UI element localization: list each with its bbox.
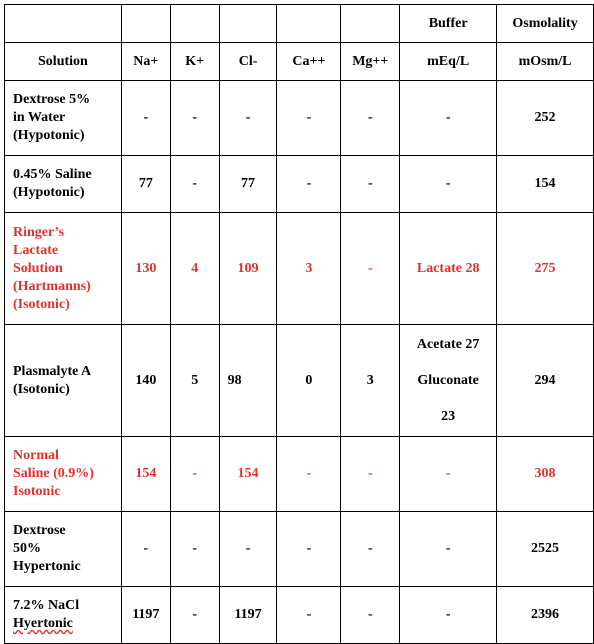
ca-cell: - [277,512,341,587]
osmolality-cell: 154 [497,156,594,213]
header-solution: Solution [5,43,122,81]
buffer-cell [400,213,497,325]
na-cell: 77 [121,156,170,213]
buffer-line: - [445,110,451,125]
solution-line: Dextrose [13,523,66,538]
ca-cell: - [277,156,341,213]
osmolality-cell: 294 [497,325,594,437]
osmolality-cell: 275 [497,213,594,325]
solution-line: Plasmalyte A [13,363,92,379]
header-na: Na+ [121,43,170,81]
k-cell: - [170,156,219,213]
mg-cell: - [341,213,400,325]
buffer-cell [400,587,497,644]
buffer-line: - [445,607,451,622]
ca-cell: - [277,437,341,512]
mg-cell: - [341,81,400,156]
header-osmolality-unit: mOsm/L [497,43,594,81]
solution-line: Lactate [13,242,59,258]
buffer-line: - [445,176,451,191]
header-cl: Cl- [219,43,277,81]
k-cell: - [170,81,219,156]
buffer-line: - [445,466,451,481]
k-cell: - [170,587,219,644]
solution-line: Normal [13,448,59,463]
buffer-cell [400,81,497,156]
solution-cell [5,213,122,325]
header-blank-solution [5,5,122,43]
solution-cell [5,325,122,437]
header-blank-k [170,5,219,43]
na-cell: 140 [121,325,170,437]
solution-line: (Hypotonic) [13,185,85,200]
header-blank-mg [341,5,400,43]
mg-cell: - [341,587,400,644]
table-row [5,587,594,644]
solution-line: (Hypotonic) [13,128,85,143]
ca-cell: - [277,587,341,644]
mg-cell: - [341,512,400,587]
solution-line: Ringer’s [13,224,65,240]
solution-line: Isotonic [13,484,61,499]
solution-line: (Hartmanns) [13,278,91,294]
k-cell: 5 [170,325,219,437]
solution-line: Hypertonic [13,559,81,574]
cl-cell: 98 [219,325,277,437]
solution-line: (Isotonic) [13,296,70,312]
cl-cell: - [219,512,277,587]
osmolality-cell: 308 [497,437,594,512]
mg-cell: - [341,437,400,512]
header-k: K+ [170,43,219,81]
osmolality-cell: 2396 [497,587,594,644]
header-blank-na [121,5,170,43]
header-blank-ca [277,5,341,43]
cl-cell: 154 [219,437,277,512]
solution-line: Solution [13,260,63,276]
table-row [5,512,594,587]
table-row [5,325,594,437]
table-row [5,156,594,213]
ca-cell: 0 [277,325,341,437]
solution-line: (Isotonic) [13,381,70,397]
buffer-cell [400,156,497,213]
header-buffer: Buffer [400,5,497,43]
table-row [5,437,594,512]
header-ca: Ca++ [277,43,341,81]
header-row-1 [5,5,594,43]
fluid-composition-table [4,4,594,644]
k-cell: - [170,437,219,512]
solution-cell [5,156,122,213]
mg-cell: 3 [341,325,400,437]
header-mg: Mg++ [341,43,400,81]
osmolality-cell: 2525 [497,512,594,587]
k-cell: 4 [170,213,219,325]
solution-cell [5,587,122,644]
solution-line: Dextrose 5% [13,92,91,107]
solution-cell [5,437,122,512]
k-cell: - [170,512,219,587]
mg-cell: - [341,156,400,213]
buffer-cell [400,325,497,437]
cl-cell: 109 [219,213,277,325]
cl-cell: - [219,81,277,156]
header-osmolality: Osmolality [497,5,594,43]
solution-cell [5,512,122,587]
table-row [5,213,594,325]
cl-cell: 77 [219,156,277,213]
header-buffer-unit: mEq/L [400,43,497,81]
buffer-line: Lactate 28 [416,260,480,276]
ca-cell: - [277,81,341,156]
solution-line: Hyertonic [13,616,73,631]
solution-line: in Water [13,110,66,125]
solution-line: 50% [13,541,41,556]
buffer-line: - [445,541,451,556]
header-blank-cl [219,5,277,43]
buffer-line: 23 [441,408,456,424]
buffer-cell [400,512,497,587]
na-cell: 154 [121,437,170,512]
table-row [5,81,594,156]
na-cell: 1197 [121,587,170,644]
buffer-line: Acetate 27 [416,336,480,352]
solution-line: Saline (0.9%) [13,466,94,481]
solution-line: 7.2% NaCl [13,598,80,613]
ca-cell: 3 [277,213,341,325]
na-cell: 130 [121,213,170,325]
cl-cell: 1197 [219,587,277,644]
na-cell: - [121,81,170,156]
solution-line: 0.45% Saline [13,167,92,182]
solution-cell [5,81,122,156]
buffer-cell [400,437,497,512]
osmolality-cell: 252 [497,81,594,156]
buffer-line: Gluconate [417,372,479,388]
na-cell: - [121,512,170,587]
header-row-2 [5,43,594,81]
